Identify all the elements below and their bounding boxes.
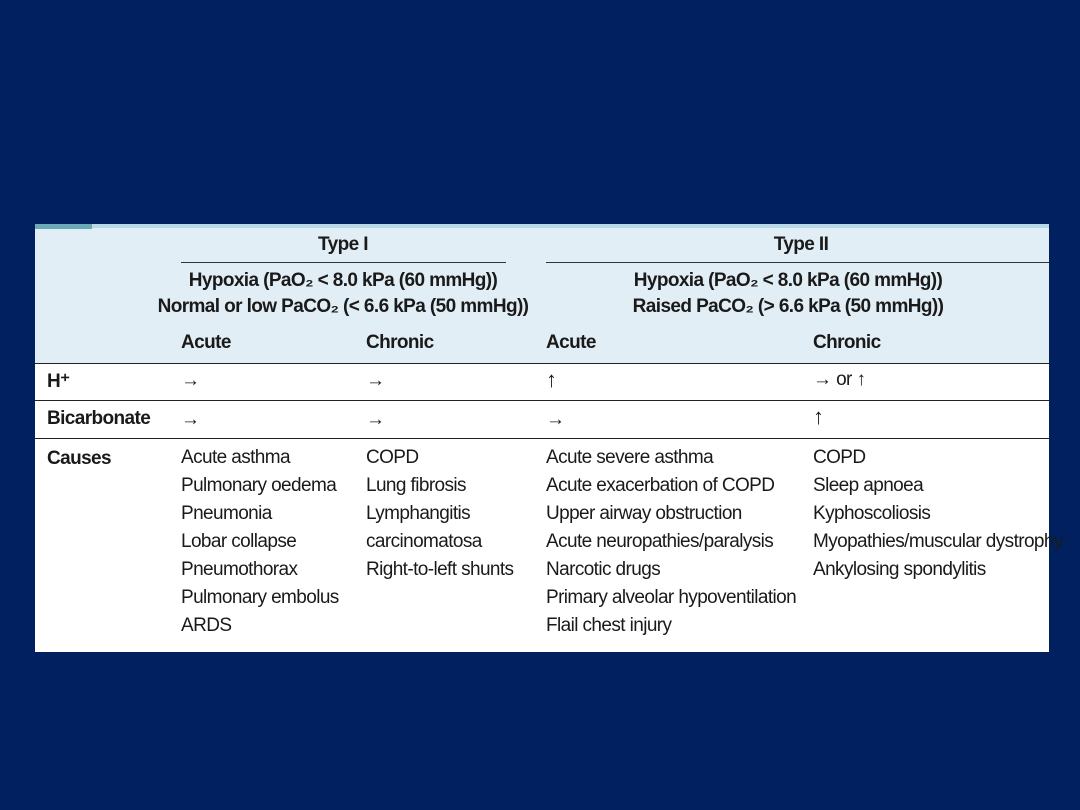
list-item: Lung fibrosis	[366, 475, 466, 496]
list-item: Right-to-left shunts	[366, 559, 514, 580]
list-item: COPD	[366, 447, 419, 468]
h-plus-type1-acute: →	[181, 370, 200, 391]
list-item: Flail chest injury	[546, 615, 672, 636]
causes-type2-chronic-list	[813, 444, 1063, 584]
type2-definition-line1: Hypoxia (PaO₂ < 8.0 kPa (60 mmHg))	[633, 270, 943, 291]
list-item: Acute neuropathies/paralysis	[546, 531, 774, 552]
h-plus-type2-chronic: → or ↑	[813, 369, 866, 390]
list-item: Pneumonia	[181, 503, 272, 524]
list-item: Pneumothorax	[181, 559, 298, 580]
bicarbonate-type2-chronic: ↑	[813, 404, 824, 429]
type1-col-chronic: Chronic	[366, 332, 434, 353]
h-plus-type1-chronic: →	[366, 370, 385, 391]
row-divider	[35, 363, 1049, 364]
type2-divider	[546, 262, 1049, 263]
list-item: Narcotic drugs	[546, 559, 661, 580]
h-plus-type2-acute: ↑	[546, 367, 557, 392]
list-item: Acute exacerbation of COPD	[546, 475, 775, 496]
list-item: COPD	[813, 447, 866, 468]
type1-definition-line2: Normal or low PaCO₂ (< 6.6 kPa (50 mmHg))	[157, 296, 529, 317]
corner-decoration	[35, 224, 92, 229]
list-item: Pulmonary embolus	[181, 587, 339, 608]
bicarbonate-type1-acute: →	[181, 409, 200, 430]
row-divider	[35, 438, 1049, 439]
type1-heading: Type I	[318, 234, 368, 255]
type1-divider	[181, 262, 506, 263]
row-label-h-plus: H⁺	[47, 371, 70, 392]
bicarbonate-type2-acute: →	[546, 409, 565, 430]
causes-type1-chronic-list	[366, 444, 513, 584]
list-item: Myopathies/muscular dystrophy	[813, 531, 1063, 552]
list-item: Sleep apnoea	[813, 475, 924, 496]
list-item: Pulmonary oedema	[181, 475, 337, 496]
list-item: Primary alveolar hypoventilation	[546, 587, 797, 608]
bicarbonate-type1-chronic: →	[366, 409, 385, 430]
respiratory-failure-table	[35, 224, 1063, 652]
list-item: Upper airway obstruction	[546, 503, 742, 524]
type2-heading: Type II	[773, 234, 829, 255]
list-item: ARDS	[181, 615, 232, 636]
list-item: Ankylosing spondylitis	[813, 559, 986, 580]
list-item: Lymphangitis	[366, 503, 471, 524]
causes-type1-acute-list	[181, 444, 339, 640]
type2-col-acute: Acute	[546, 332, 596, 353]
row-label-bicarbonate: Bicarbonate	[47, 408, 151, 429]
type2-definition-line2: Raised PaCO₂ (> 6.6 kPa (50 mmHg))	[632, 296, 944, 317]
list-item: Lobar collapse	[181, 531, 297, 552]
causes-type2-acute-list	[546, 444, 796, 640]
type1-col-acute: Acute	[181, 332, 231, 353]
type2-col-chronic: Chronic	[813, 332, 881, 353]
list-item: Acute asthma	[181, 447, 290, 468]
list-item: Kyphoscoliosis	[813, 503, 931, 524]
row-divider	[35, 400, 1049, 401]
list-item: Acute severe asthma	[546, 447, 714, 468]
row-label-causes: Causes	[47, 448, 111, 469]
list-item: carcinomatosa	[366, 531, 482, 552]
type1-definition-line1: Hypoxia (PaO₂ < 8.0 kPa (60 mmHg))	[188, 270, 498, 291]
